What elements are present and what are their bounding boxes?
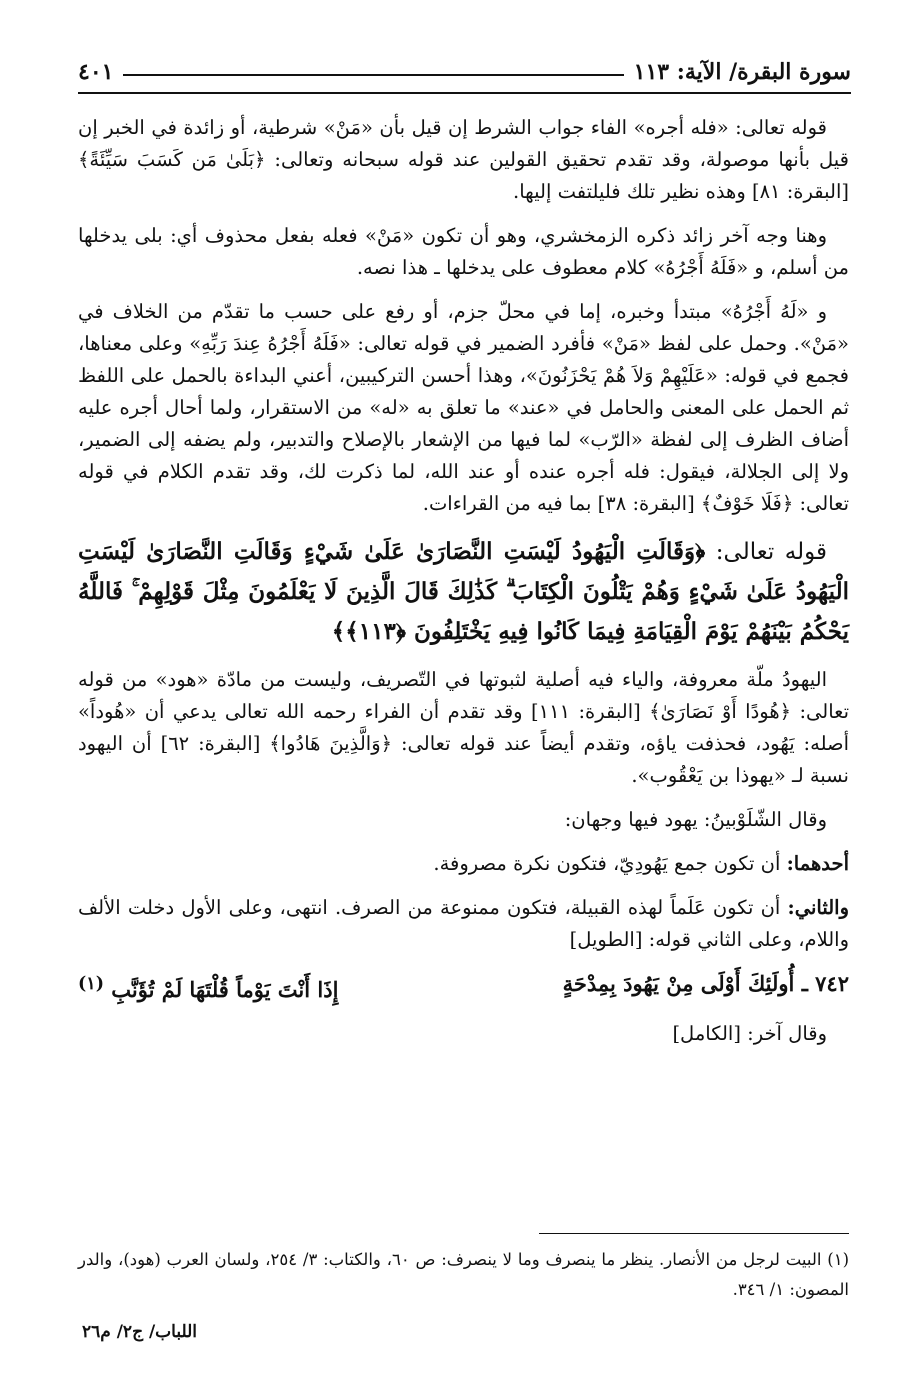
- footnote: (١) البيت لرجل من الأنصار. ينظر ما ينصرف وما لا ينصرف: ص ٦٠، والكتاب: ٣/ ٢٥٤، ولسان العرب (هود)، والدر المصون: ١/ ٣٤٦.: [78, 1250, 849, 1299]
- header-rule: [78, 92, 851, 94]
- second-text: أن تكون عَلَماً لهذه القبيلة، فتكون ممنوعة من الصرف. انتهى، وعلى الأول دخلت الألف واللام، وعلى الثاني قوله: [الطويل]: [78, 896, 849, 951]
- paragraph-2: وهنا وجه آخر زائد ذكره الزمخشري، وهو أن تكون «مَنْ» فعله بفعل محذوف أي: بلى يدخلها من أسلم، و «فَلَهُ أَجْرُهُ» كلام معطوف على يدخلها ـ هذا نصه.: [78, 224, 849, 279]
- quran-verse: [78, 532, 849, 652]
- poem-second-half: [78, 968, 338, 1006]
- second-view: [78, 892, 849, 956]
- poem-hemistich-1: أُولَئِكَ أَوْلَى مِنْ يَهُودَ بِمِدْحَةٍ: [562, 971, 795, 996]
- first-view: [78, 848, 849, 880]
- header-title: سورة البقرة/ الآية: ١١٣: [633, 59, 851, 85]
- poem-hemistich-2: إِذَا أَنْتَ يَوْماً قُلْتَهَا لَمْ تُؤَنَّبِ: [111, 977, 339, 1002]
- second-label: والثاني:: [787, 896, 850, 919]
- poem-number: ٧٤٢ ـ: [801, 971, 849, 996]
- page-number: ٤٠١: [78, 59, 114, 85]
- footnote-marker: (١): [78, 974, 104, 994]
- poem-first-half: [563, 968, 849, 1006]
- after-poem-line: وقال آخر: [الكامل]: [672, 1022, 827, 1045]
- paragraph-4: اليهودُ ملّة معروفة، والياء فيه أصلية لثبوتها في التّصريف، وليست من مادّة «هود» من قوله تعالى: ﴿هُودًا أَوْ نَصَارَىٰ﴾ [البقرة: ١١١] وقد تقدم أن الفراء رحمه الله تعالى يدعي أن «هُوداً» أصله: يَهُود، فحذفت ياؤه، وتقدم أيضاً عند قوله تعالى: ﴿وَالَّذِينَ هَادُوا﴾ [البقرة: ٦٢] أن اليهود نسبة لـ «يهوذا بن يَعْقُوب».: [78, 668, 849, 787]
- first-label: أحدهما:: [786, 852, 849, 875]
- running-header: [78, 52, 851, 92]
- paragraph-1: قوله تعالى: «فله أجره» الفاء جواب الشرط إن قيل بأن «مَنْ» شرطية، أو زائدة في الخبر إن قيل بأنها موصولة، وقد تقدم تحقيق القولين عند قوله سبحانه وتعالى: ﴿بَلَىٰ مَن كَسَبَ سَيِّئَةً﴾ [البقرة: ٨١] وهذه نظير تلك فليلتفت إليها.: [78, 116, 849, 203]
- paragraph-5: وقال الشّلَوْبينُ: يهود فيها وجهان:: [564, 808, 827, 831]
- poem-verse: [78, 968, 849, 1006]
- page-body: [78, 112, 849, 1062]
- header-line: [123, 74, 623, 76]
- first-text: أن تكون جمع يَهُودِيّ، فتكون نكرة مصروفة.: [433, 852, 781, 875]
- footnote-rule: [539, 1233, 849, 1234]
- verse-intro: قوله تعالى:: [715, 539, 827, 565]
- verse-text: ﴿وَقَالَتِ الْيَهُودُ لَيْسَتِ النَّصَارَىٰ عَلَىٰ شَيْءٍ وَقَالَتِ النَّصَارَىٰ لَيْسَتِ الْيَهُودُ عَلَىٰ شَيْءٍ وَهُمْ يَتْلُونَ الْكِتَابَ ۗ كَذَٰلِكَ قَالَ الَّذِينَ لَا يَعْلَمُونَ مِثْلَ قَوْلِهِمْ ۚ فَاللَّهُ يَحْكُمُ بَيْنَهُمْ يَوْمَ الْقِيَامَةِ فِيمَا كَانُوا فِيهِ يَخْتَلِفُونَ ﴿١١٣﴾﴾: [78, 538, 849, 645]
- page-footer: اللباب/ ج٢/ م٢٦: [82, 1322, 198, 1342]
- paragraph-3: و «لَهُ أَجْرُهُ» مبتدأ وخبره، إما في محلّ جزم، أو رفع على حسب ما تقدّم من الخلاف في «مَنْ». وحمل على لفظ «مَنْ» فأفرد الضمير في قوله تعالى: «فَلَهُ أَجْرُهُ عِندَ رَبِّهِ» وعلى معناها، فجمع في قوله: «عَلَيْهِمْ وَلاَ هُمْ يَحْزَنُونَ»، وهذا أحسن التركيبين، أعني البداءة بالحمل على اللفظ ثم الحمل على المعنى والحامل في «عند» ما تعلق به «له» من الاستقرار، ولما أحال أجره عليه أضاف الظرف إلى لفظة «الرّب» لما فيها من الإشعار بالإصلاح والتدبير، ولم يضفه إلى الضمير، ولا إلى الجلالة، فيقول: فله أجره عنده أو عند الله، لما ذكرت لك، وقد تقدم الكلام في قوله تعالى: ﴿فَلَا خَوْفٌ﴾ [البقرة: ٣٨] بما فيه من القراءات.: [78, 300, 849, 515]
